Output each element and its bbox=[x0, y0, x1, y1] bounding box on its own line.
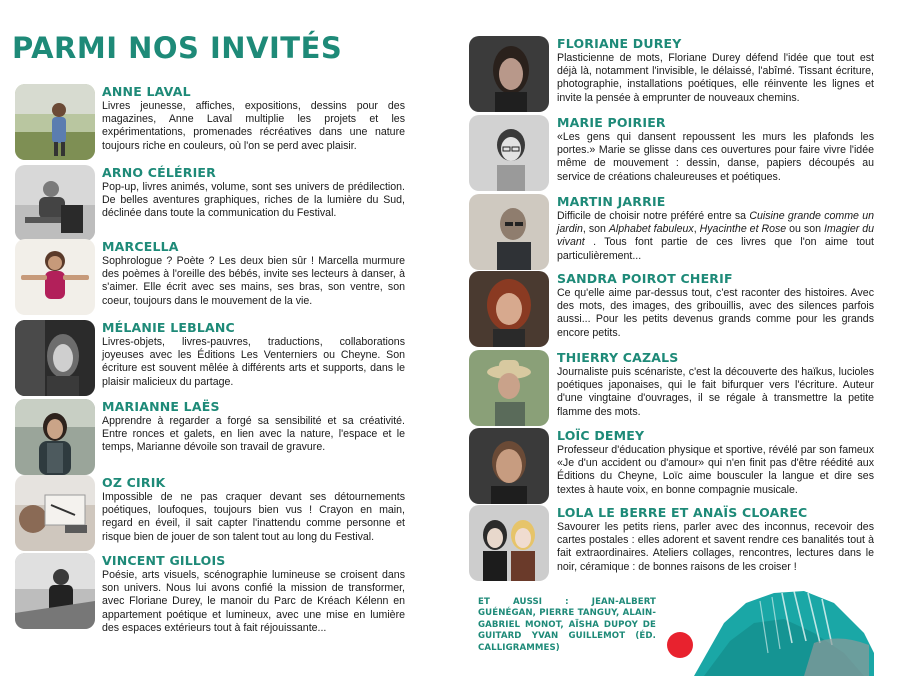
guest-name: MÉLANIE LEBLANC bbox=[102, 320, 235, 335]
guest-text bbox=[557, 115, 874, 184]
guest-text bbox=[102, 399, 405, 455]
guest-name: LOLA LE BERRE ET ANAÏS CLOAREC bbox=[557, 505, 808, 520]
guest-photo bbox=[15, 553, 95, 629]
guest-text bbox=[102, 320, 405, 389]
portrait-photo-icon bbox=[15, 165, 95, 241]
landscape-illustration bbox=[664, 583, 874, 676]
guest-text bbox=[102, 239, 405, 308]
portrait-photo-icon bbox=[15, 84, 95, 160]
guest-photo bbox=[469, 350, 549, 426]
guest-name: SANDRA POIROT CHERIF bbox=[557, 271, 733, 286]
portrait-photo-icon bbox=[15, 553, 95, 629]
guest-bio: Apprendre à regarder a forgé sa sensibilité et sa créativité. Entre ronces et galets, en lien avec la nature, l'espace et le temps, Marianne dévoile son travail de gravure. bbox=[102, 415, 405, 454]
guest-name: VINCENT GILLOIS bbox=[102, 553, 226, 568]
guest-photo bbox=[469, 115, 549, 191]
guest-text bbox=[102, 553, 405, 635]
portrait-photo-icon bbox=[15, 239, 95, 315]
guest-name: FLORIANE DUREY bbox=[557, 36, 682, 51]
guest-name: OZ CIRIK bbox=[102, 475, 166, 490]
guest-photo bbox=[469, 271, 549, 347]
guest-bio: «Les gens qui dansent repoussent les murs les plafonds les portes.» Marie se glisse dans ces ouvertures pour faire vivre l'idée même de mouvement : dessin, danse, papiers découpés au service de créations chaleureuses et poétiques. bbox=[557, 131, 874, 183]
guest-text bbox=[102, 165, 405, 221]
mountain-illustration-icon bbox=[664, 583, 874, 676]
portrait-photo-icon bbox=[15, 320, 95, 396]
guest-bio: Impossible de ne pas craquer devant ses détournements poétiques, loufoques, toujours bien vus ! Crayon en main, regard en éveil, il sait capter l'inattendu comme personne et risque bien de jouer de son talent tout au long du Festival. bbox=[102, 491, 405, 543]
portrait-photo-icon bbox=[469, 271, 549, 347]
guest-name: MARIE POIRIER bbox=[557, 115, 666, 130]
portrait-photo-icon bbox=[469, 194, 549, 270]
guest-name: MARTIN JARRIE bbox=[557, 194, 666, 209]
other-guests-note: ET AUSSI : JEAN-ALBERT GUÉNÉGAN, PIERRE TANGUY, ALAIN-GABRIEL MONOT, AÏSHA DUPOY DE GUITARD YVAN GUILLEMOT (ÉD. CALLIGRAMMES) bbox=[478, 597, 656, 653]
guest-name: ANNE LAVAL bbox=[102, 84, 191, 99]
guest-photo bbox=[469, 36, 549, 112]
guest-bio: Difficile de choisir notre préféré entre sa Cuisine grande comme un jardin, son Alphabet fabuleux, Hyacinthe et Rose ou son Imagier du vivant . Tous font partie de ces livres que l'on aime tout particulièrement... bbox=[557, 210, 874, 262]
guest-photo bbox=[15, 320, 95, 396]
page-title: PARMI NOS INVITÉS bbox=[12, 31, 343, 65]
guest-photo bbox=[15, 165, 95, 241]
portrait-photo-icon bbox=[15, 475, 95, 551]
portrait-photo-icon bbox=[469, 428, 549, 504]
guest-photo bbox=[469, 194, 549, 270]
guest-text bbox=[102, 84, 405, 153]
guest-text bbox=[557, 505, 874, 574]
guest-text bbox=[102, 475, 405, 544]
guest-bio: Livres-objets, livres-pauvres, traductions, collaborations joyeuses avec les Éditions Les Venterniers ou Cheyne. Son écriture est souvent mêlée à différents arts et supports, dans le plaisir malicieux du partage. bbox=[102, 336, 405, 388]
guest-bio: Plasticienne de mots, Floriane Durey défend l'idée que tout est déjà là, notamment l'invisible, le délaissé, l'abîmé. Tissant écriture, photographie, installations poétiques, elle réinvente les lignes et invite la pensée à emprunter de nouveaux chemins. bbox=[557, 52, 874, 104]
guest-bio: Pop-up, livres animés, volume, sont ses univers de prédilection. De belles aventures graphiques, riches de la lumière du Sud, déclinée dans toute la communication du Festival. bbox=[102, 181, 405, 220]
guest-photo bbox=[469, 505, 549, 581]
guest-name: LOÏC DEMEY bbox=[557, 428, 645, 443]
guest-text bbox=[557, 194, 874, 263]
guest-name: MARIANNE LAËS bbox=[102, 399, 220, 414]
guest-photo bbox=[15, 475, 95, 551]
guest-photo bbox=[15, 239, 95, 315]
guest-name: MARCELLA bbox=[102, 239, 179, 254]
guest-bio: Poésie, arts visuels, scénographie lumineuse se croisent dans son univers. Nous lui avons confié la mission de transformer, avec Floriane Durey, le manoir du Parc de Kréach Kélenn en appartement poétique et lumineux, avec une mise en lumière des espaces extérieurs tout à fait réjouissante... bbox=[102, 569, 405, 634]
portrait-photo-icon bbox=[15, 399, 95, 475]
portrait-photo-icon bbox=[469, 505, 549, 581]
guest-photo bbox=[15, 399, 95, 475]
guest-bio: Journaliste puis scénariste, c'est la découverte des haïkus, lucioles poétiques japonaises, qui le fait bifurquer vers l'écriture. Auteur d'une vingtaine d'ouvrages, il se régale à transmettre la petite flamme des mots. bbox=[557, 366, 874, 418]
guest-text bbox=[557, 36, 874, 105]
guest-bio: Ce qu'elle aime par-dessus tout, c'est raconter des histoires. Avec des mots, des images, des gribouillis, avec des silences parfois aussi... Pour les petits devenus grands comme pour les grands encore petits. bbox=[557, 287, 874, 339]
portrait-photo-icon bbox=[469, 115, 549, 191]
guest-name: ARNO CÉLÉRIER bbox=[102, 165, 216, 180]
guest-text bbox=[557, 350, 874, 419]
guest-photo bbox=[15, 84, 95, 160]
guest-text bbox=[557, 428, 874, 497]
guest-text bbox=[557, 271, 874, 340]
portrait-photo-icon bbox=[469, 36, 549, 112]
guest-bio: Professeur d'éducation physique et sportive, révélé par son fameux «Je d'un accident ou d'amour» qui n'en finit pas d'être réédité aux Éditions du Cheyne, Loïc aime bousculer la langue et dire ses textes à haute voix, en bonne compagnie musicale. bbox=[557, 444, 874, 496]
guest-bio: Savourer les petits riens, parler avec des inconnus, recevoir des cartes postales : elles adorent et savent rendre ces banalités tout à fait extraordinaires. Ateliers collages, rencontres, lectures dans le noir, céramique : de bonnes raisons de les croiser ! bbox=[557, 521, 874, 573]
guest-name: THIERRY CAZALS bbox=[557, 350, 679, 365]
guest-photo bbox=[469, 428, 549, 504]
portrait-photo-icon bbox=[469, 350, 549, 426]
guest-bio: Sophrologue ? Poète ? Les deux bien sûr ! Marcella murmure des poèmes à l'oreille des bébés, invite ses lecteurs à danser, à s'aimer. Elle écrit avec ses mains, ses bras, son ventre, son coeur, toujours dans le mouvement de la vie. bbox=[102, 255, 405, 307]
guest-bio: Livres jeunesse, affiches, expositions, dessins pour des magazines, Anne Laval multiplie les projets et les expérimentations, promenades récréatives dans une nature toujours riche en couleurs, où l'on se perd avec plaisir. bbox=[102, 100, 405, 152]
